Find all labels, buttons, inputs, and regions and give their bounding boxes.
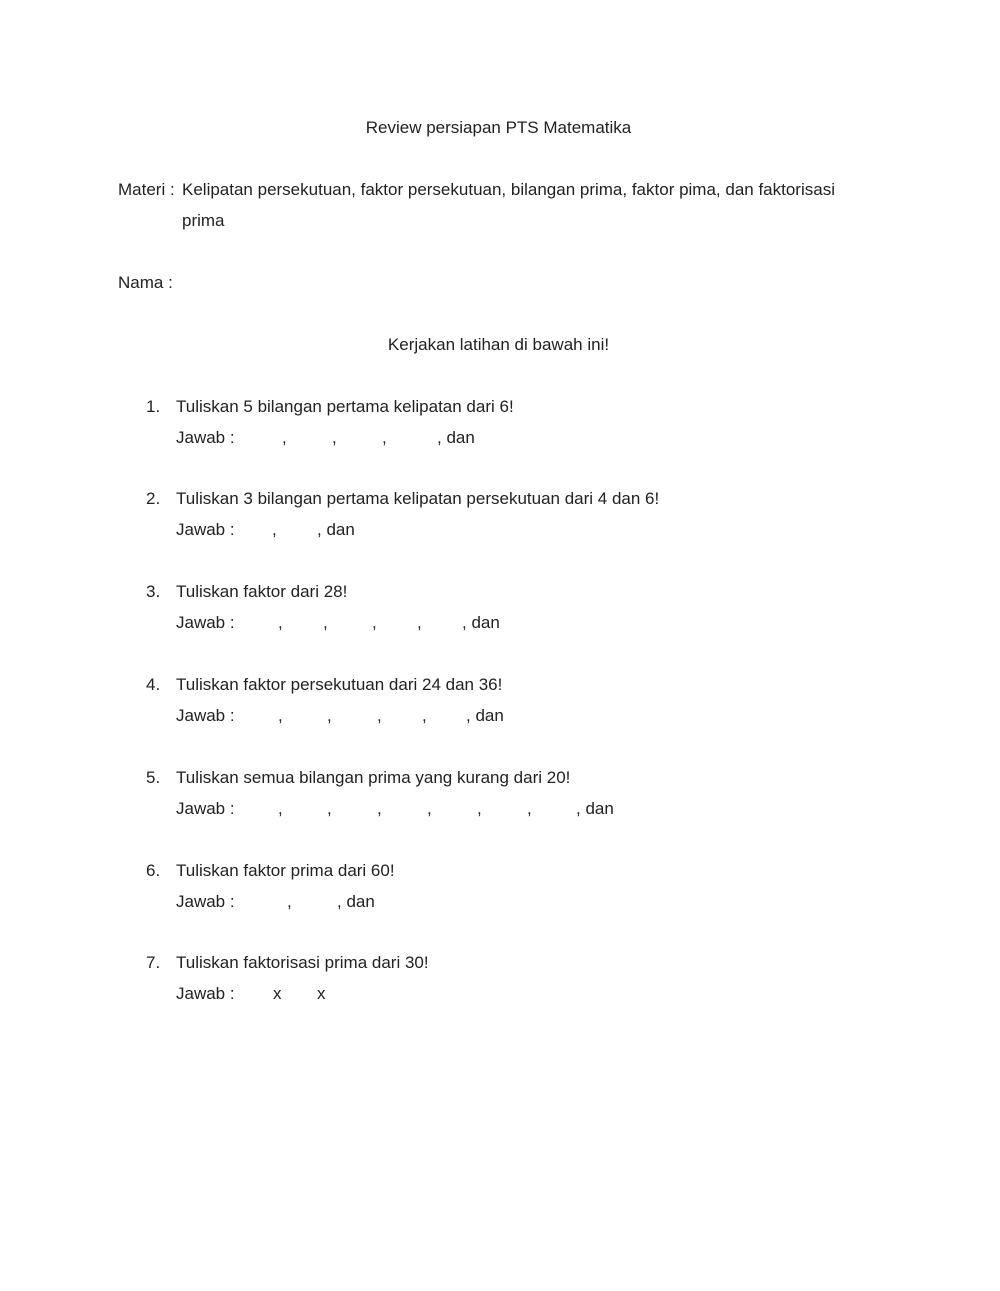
question-number: 3. — [146, 582, 161, 601]
answer-separator: , — [427, 799, 432, 818]
question-number: 2. — [146, 489, 161, 508]
answer-separator: , — [278, 799, 283, 818]
question-text: Tuliskan faktor persekutuan dari 24 dan 36! — [176, 675, 503, 694]
answer-label: Jawab : — [176, 984, 235, 1003]
question-text: Tuliskan 5 bilangan pertama kelipatan dari 6! — [176, 397, 514, 416]
answer-separator: , — [377, 706, 382, 725]
materi-text-line2: prima — [182, 211, 225, 230]
instruction: Kerjakan latihan di bawah ini! — [387, 335, 610, 354]
answer-line — [176, 428, 576, 448]
answer-separator: , — [282, 428, 287, 447]
answer-multiply: x — [317, 984, 326, 1003]
question-number: 1. — [146, 397, 161, 416]
question-number: 7. — [146, 953, 161, 972]
answer-label: Jawab : — [176, 613, 235, 632]
answer-separator: , dan — [317, 520, 355, 539]
answer-separator: , — [477, 799, 482, 818]
answer-separator: , dan — [462, 613, 500, 632]
answer-label: Jawab : — [176, 799, 235, 818]
question-text: Tuliskan 3 bilangan pertama kelipatan persekutuan dari 4 dan 6! — [176, 489, 660, 508]
answer-separator: , — [323, 613, 328, 632]
answer-separator: , dan — [576, 799, 614, 818]
answer-line — [176, 706, 576, 726]
answer-separator: , — [278, 706, 283, 725]
answer-line — [176, 892, 576, 912]
answer-separator: , — [527, 799, 532, 818]
answer-separator: , — [377, 799, 382, 818]
question-number: 4. — [146, 675, 161, 694]
question-text: Tuliskan semua bilangan prima yang kurang dari 20! — [176, 768, 571, 787]
answer-line — [176, 799, 676, 819]
answer-label: Jawab : — [176, 892, 235, 911]
answer-label: Jawab : — [176, 428, 235, 447]
answer-multiply: x — [273, 984, 282, 1003]
answer-separator: , — [278, 613, 283, 632]
answer-separator: , dan — [337, 892, 375, 911]
question-number: 5. — [146, 768, 161, 787]
page-title: Review persiapan PTS Matematika — [365, 118, 632, 137]
materi-label: Materi : — [118, 180, 175, 199]
answer-separator: , — [417, 613, 422, 632]
question-text: Tuliskan faktorisasi prima dari 30! — [176, 953, 429, 972]
question-text: Tuliskan faktor dari 28! — [176, 582, 348, 601]
answer-separator: , dan — [437, 428, 475, 447]
nama-label: Nama : — [118, 273, 173, 292]
answer-label: Jawab : — [176, 520, 235, 539]
answer-line — [176, 613, 576, 633]
answer-separator: , — [382, 428, 387, 447]
materi-text-line1: Kelipatan persekutuan, faktor persekutuan, bilangan prima, faktor pima, dan faktorisasi — [182, 180, 835, 199]
answer-label: Jawab : — [176, 706, 235, 725]
answer-separator: , — [272, 520, 277, 539]
question-text: Tuliskan faktor prima dari 60! — [176, 861, 395, 880]
answer-separator: , — [327, 799, 332, 818]
answer-separator: , — [327, 706, 332, 725]
answer-line — [176, 520, 576, 540]
answer-separator: , dan — [466, 706, 504, 725]
question-number: 6. — [146, 861, 161, 880]
answer-separator: , — [422, 706, 427, 725]
answer-separator: , — [332, 428, 337, 447]
answer-line — [176, 984, 576, 1004]
answer-separator: , — [287, 892, 292, 911]
answer-separator: , — [372, 613, 377, 632]
